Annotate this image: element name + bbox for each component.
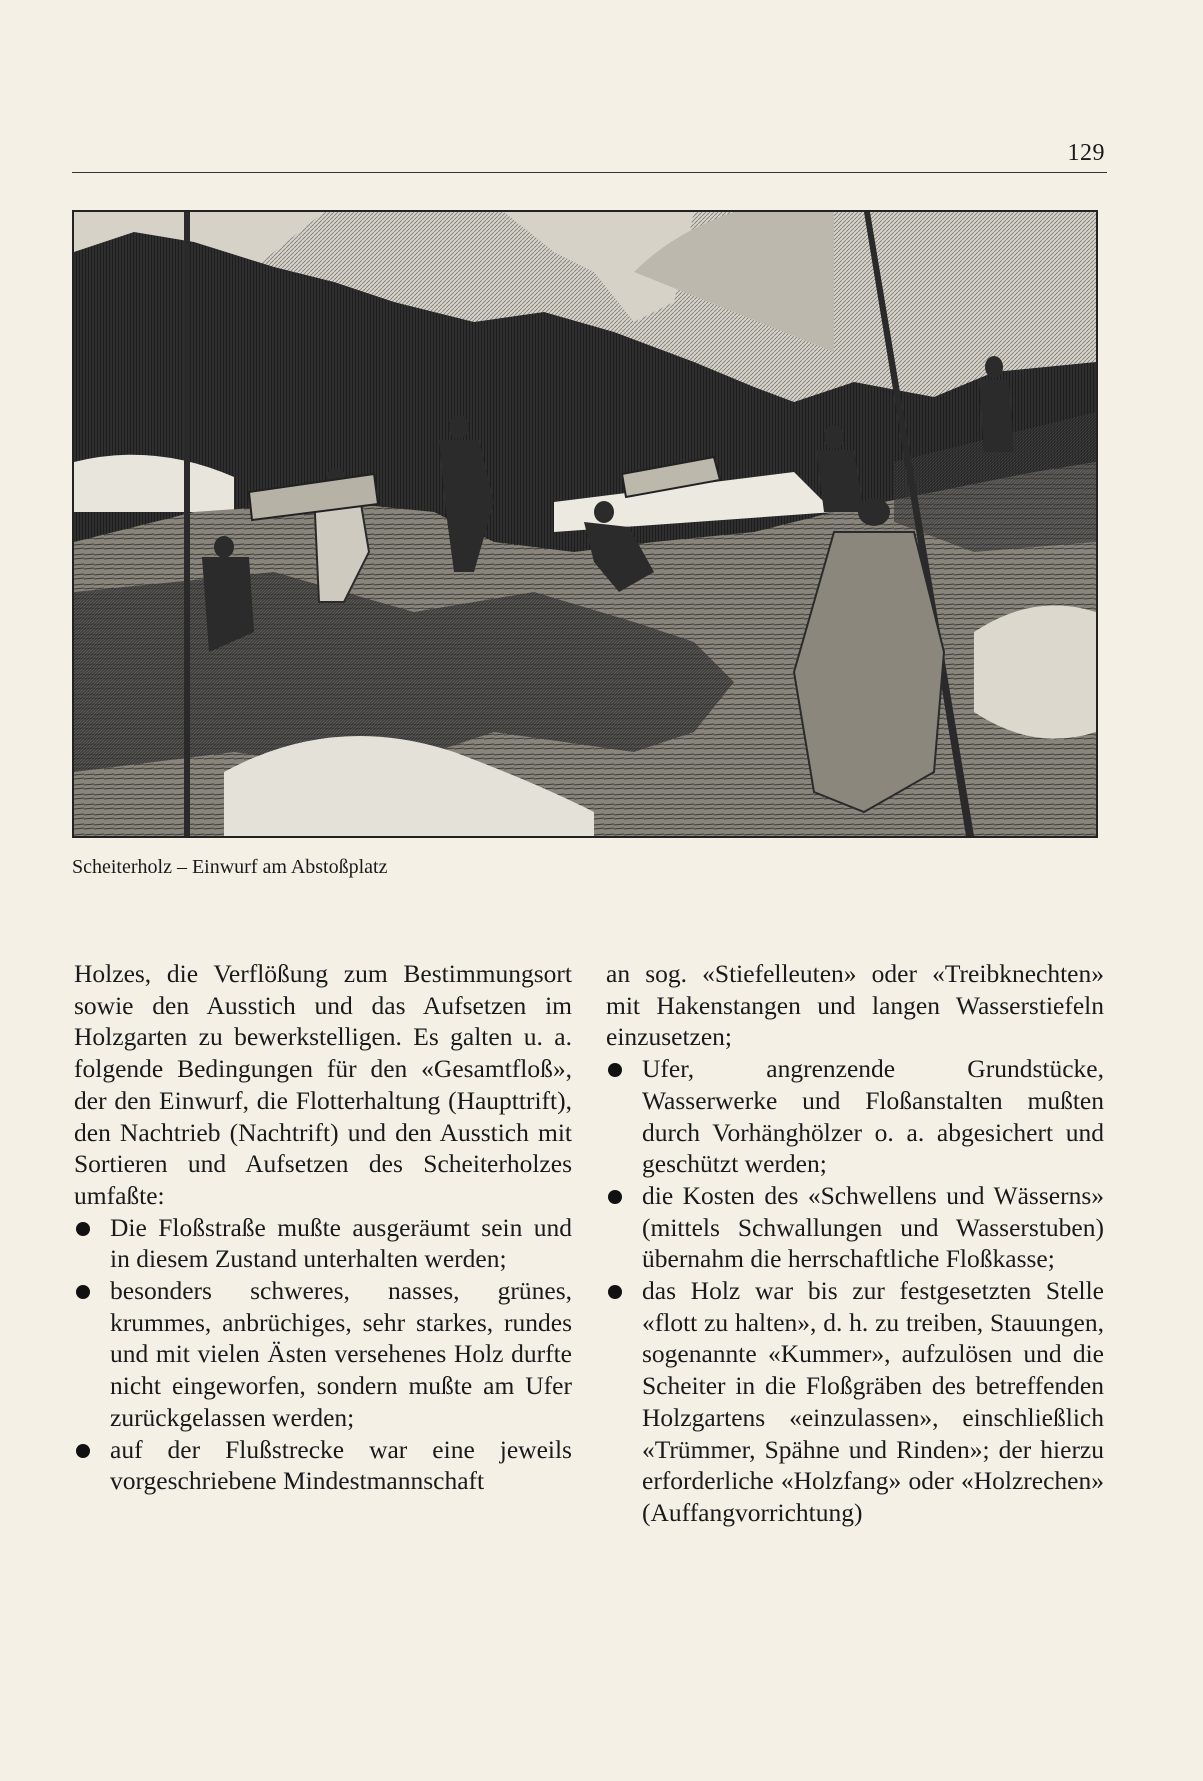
list-item-text: auf der Flußstrecke war eine jeweils vorgeschriebene Mindestmannschaft [110,1434,572,1496]
bullet-icon [76,1285,90,1299]
header-rule [72,172,1107,173]
bullet-icon [608,1285,622,1299]
left-bullet-list [74,1212,572,1497]
list-item [74,1434,572,1497]
engraving-illustration [72,210,1098,838]
right-column [606,958,1104,1529]
figure-caption: Scheiterholz – Einwurf am Abstoßplatz [72,856,388,878]
list-item-text: Ufer, angrenzende Grundstücke, Wasserwerke und Floßanstalten mußten durch Vorhänghölzer o. a. abgesichert und geschützt werden; [642,1054,1104,1179]
list-item-text: besonders schweres, nasses, grünes, krummes, anbrüchiges, sehr starkes, rundes und mit vielen Ästen versehenes Holz durfte nicht eingeworfen, sondern mußte am Ufer zurückgelassen werden; [110,1276,572,1432]
bullet-icon [76,1444,90,1458]
list-item [74,1212,572,1275]
bullet-icon [76,1222,90,1236]
list-item [606,1053,1104,1180]
list-item [74,1275,572,1434]
right-bullet-list [606,1053,1104,1529]
list-item [606,1180,1104,1275]
list-item-text: das Holz war bis zur festgesetzten Stelle «flott zu halten», d. h. zu treiben, Stauungen, sogenannte «Kummer», aufzulösen und die Scheiter in die Floßgräben des betreffenden Holzgartens «einzulassen», einschließlich «Trümmer, Spähne und Rinden»; der hierzu erforderliche «Holzfang» oder «Holzrechen» (Auffangvorrichtung) [642,1276,1104,1527]
list-item [606,1275,1104,1529]
right-intro-paragraph: an sog. «Stiefelleuten» oder «Treibknechten» mit Hakenstangen und langen Wasserstiefeln einzusetzen; [606,959,1104,1052]
left-intro-paragraph: Holzes, die Verflößung zum Bestimmungsort sowie den Ausstich und das Aufsetzen im Holzgarten zu bewerkstelligen. Es galten u. a. folgende Bedingungen für den «Gesamtfloß», der den Einwurf, die Flotterhaltung (Haupttrift), den Nachtrieb (Nachtrift) und den Ausstich mit Sortieren und Aufsetzen des Scheiterholzes umfaßte: [74,959,572,1210]
left-column [74,958,572,1497]
bullet-icon [608,1063,622,1077]
bullet-icon [608,1190,622,1204]
list-item-text: Die Floßstraße mußte ausgeräumt sein und in diesem Zustand unterhalten werden; [110,1212,572,1274]
list-item-text: die Kosten des «Schwellens und Wässerns» (mittels Schwallungen und Wasserstuben) übernahm die herrschaftliche Floßkasse; [642,1180,1104,1274]
page-number: 129 [1067,140,1105,166]
